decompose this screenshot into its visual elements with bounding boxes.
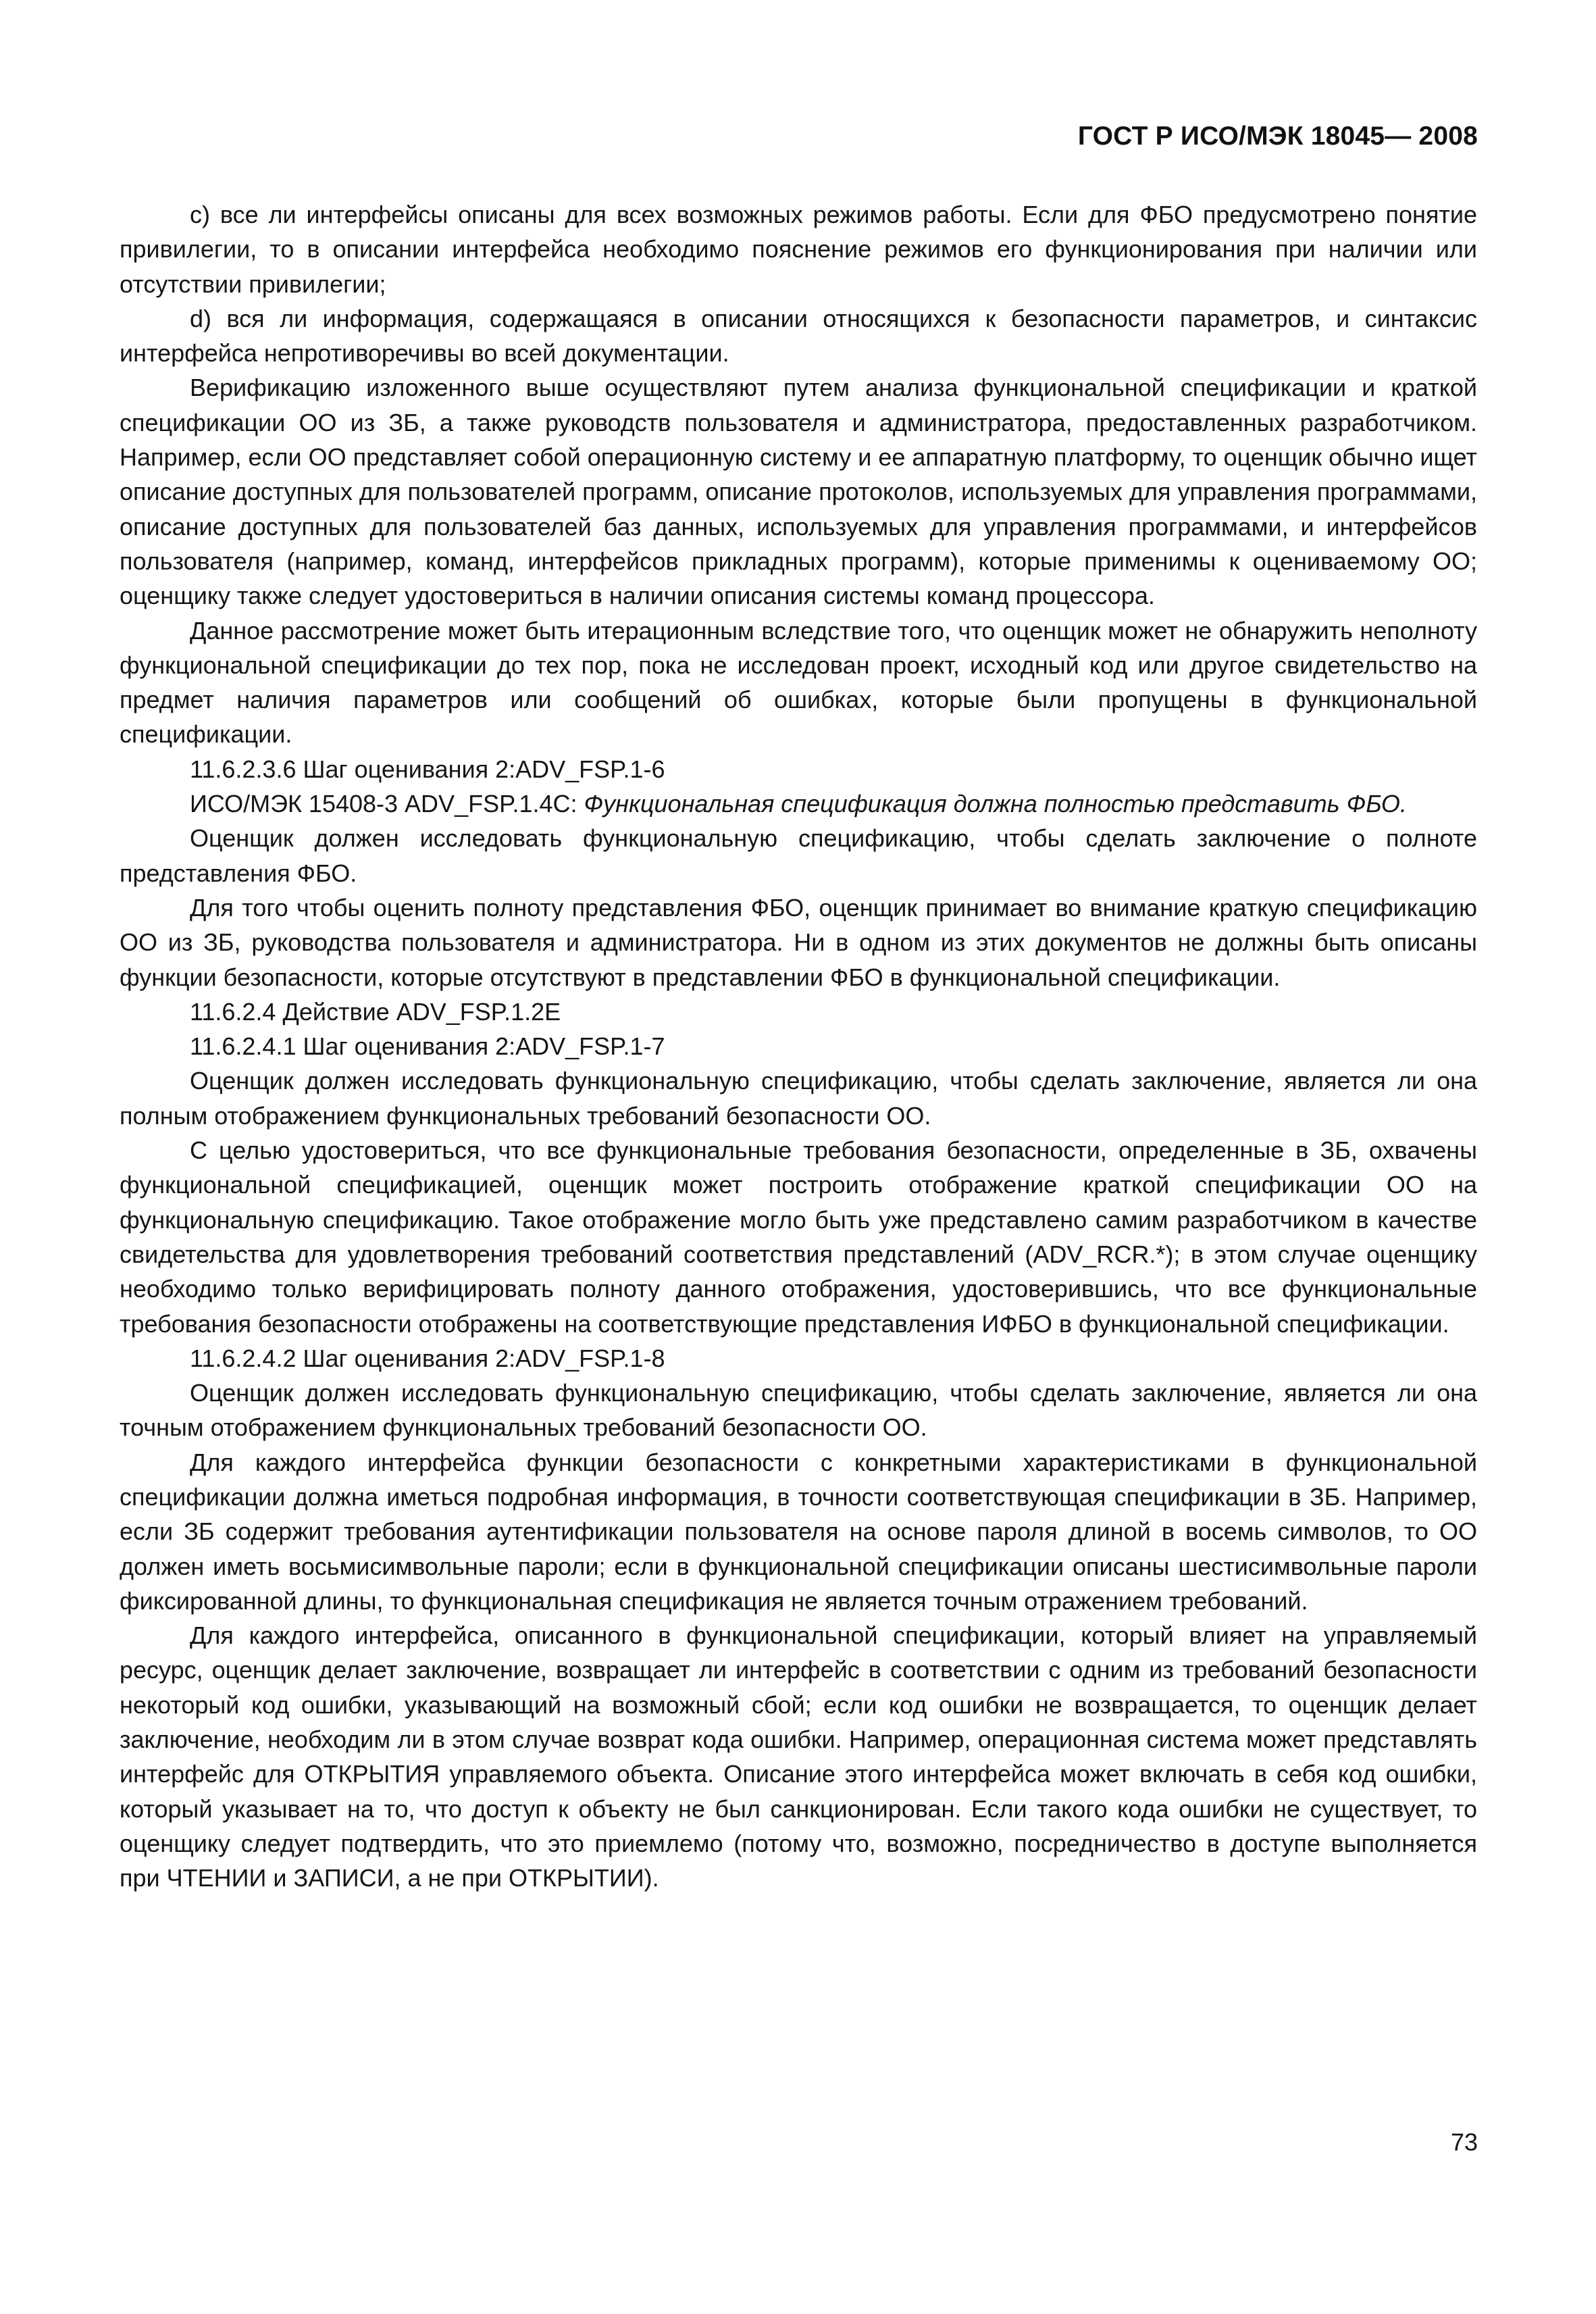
paragraph-evaluator-completeness: Оценщик должен исследовать функциональную спецификацию, чтобы сделать заключение о полноте представления ФБО. <box>120 824 1477 887</box>
paragraph-evaluator-accurate-mapping: Оценщик должен исследовать функциональную спецификацию, чтобы сделать заключение, является ли она точным отображением функциональных требований безопасности ОО. <box>120 1379 1477 1442</box>
paragraph-list-item-c: с) все ли интерфейсы описаны для всех возможных режимов работы. Если для ФБО предусмотрено понятие привилегии, то в описании интерфейса необходимо пояснение режимов его функционирования при наличии или отсутствии привилегии; <box>120 201 1477 298</box>
section-heading-11-6-2-4: 11.6.2.4 Действие ADV_FSP.1.2E <box>190 997 561 1026</box>
requirement-reference: ИСО/МЭК 15408-3 ADV_FSP.1.4C: <box>190 790 584 818</box>
section-heading-11-6-2-4-1: 11.6.2.4.1 Шаг оценивания 2:ADV_FSP.1-7 <box>190 1032 665 1061</box>
paragraph-requirement-adv-fsp-1-4c <box>120 786 1477 821</box>
page-header-standard-code: ГОСТ Р ИСО/МЭК 18045— 2008 <box>1077 122 1478 151</box>
paragraph-mapping-method: С целью удостовериться, что все функциональные требования безопасности, определенные в ЗБ, охвачены функциональной спецификацией, оценщик может построить отображение краткой спецификации ОО на функциональную спецификацию. Такое отображение могло быть уже представлено самим разработчиком в качестве свидетельства для удовлетворения требований соответствия представлений (ADV_RCR.*); в этом случае оценщику необходимо только верифицировать полноту данного отображения, удостоверившись, что все функциональные требования безопасности отображены на соответствующие представления ИФБО в функциональной спецификации. <box>120 1136 1477 1338</box>
requirement-text: Функциональная спецификация должна полностью представить ФБО. <box>584 790 1407 818</box>
paragraph-error-code-example: Для каждого интерфейса, описанного в функциональной спецификации, который влияет на управляемый ресурс, оценщик делает заключение, возвращает ли интерфейс в соответствии с одним из требований безопасности некоторый код ошибки, указывающий на возможный сбой; если код ошибки не возвращается, то оценщик делает заключение, необходим ли в этом случае возврат кода ошибки. Например, операционная система может представлять интерфейс для ОТКРЫТИЯ управляемого объекта. Описание этого интерфейса может включать в себя код ошибки, который указывает на то, что доступ к объекту не был санкционирован. Если такого кода ошибки не существует, то оценщику следует подтвердить, что это приемлемо (потому что, возможно, посредничество в доступе выполняется при ЧТЕНИИ и ЗАПИСИ, а не при ОТКРЫТИИ). <box>120 1621 1477 1892</box>
section-heading-11-6-2-3-6: 11.6.2.3.6 Шаг оценивания 2:ADV_FSP.1-6 <box>190 755 665 783</box>
paragraph-password-example: Для каждого интерфейса функции безопасности с конкретными характеристиками в функциональной спецификации должна иметься подробная информация, в точности соответствующая спецификации в ЗБ. Например, если ЗБ содержит требования аутентификации пользователя на основе пароля длиной в восемь символов, то ОО должен иметь восьмисимвольные пароли; если в функциональной спецификации описаны шестисимвольные пароли фиксированной длины, то функциональная спецификация не является точным отражением требований. <box>120 1448 1477 1615</box>
paragraph-completeness-method: Для того чтобы оценить полноту представления ФБО, оценщик принимает во внимание краткую спецификацию ОО из ЗБ, руководства пользователя и администратора. Ни в одном из этих документов не должны быть описаны функции безопасности, которые отсутствуют в представлении ФБО в функциональной спецификации. <box>120 893 1477 991</box>
page-number: 73 <box>1450 2128 1478 2156</box>
document-body <box>120 197 1477 1896</box>
paragraph-evaluator-full-mapping: Оценщик должен исследовать функциональную спецификацию, чтобы сделать заключение, является ли она полным отображением функциональных требований безопасности ОО. <box>120 1067 1477 1130</box>
section-heading-11-6-2-4-2: 11.6.2.4.2 Шаг оценивания 2:ADV_FSP.1-8 <box>190 1344 665 1372</box>
paragraph-iteration-note: Данное рассмотрение может быть итерационным вследствие того, что оценщик может не обнаружить неполноту функциональной спецификации до тех пор, пока не исследован проект, исходный код или другое свидетельство на предмет наличия параметров или сообщений об ошибках, которые были пропущены в функциональной спецификации. <box>120 616 1477 749</box>
paragraph-verification: Верификацию изложенного выше осуществляют путем анализа функциональной спецификации и краткой спецификации ОО из ЗБ, а также руководств пользователя и администратора, предоставленных разработчиком. Например, если ОО представляет собой операционную систему и ее аппаратную платформу, то оценщик обычно ищет описание доступных для пользователей программ, описание протоколов, используемых для управления программами, описание доступных для пользователей баз данных, используемых для управления программами, и интерфейсов пользователя (например, команд, интерфейсов прикладных программ), которые применимы к оцениваемому ОО; оценщику также следует удостовериться в наличии описания системы команд процессора. <box>120 374 1477 610</box>
paragraph-list-item-d: d) вся ли информация, содержащаяся в описании относящихся к безопасности параметров, и синтаксис интерфейса непротиворечивы во всей документации. <box>120 304 1477 368</box>
